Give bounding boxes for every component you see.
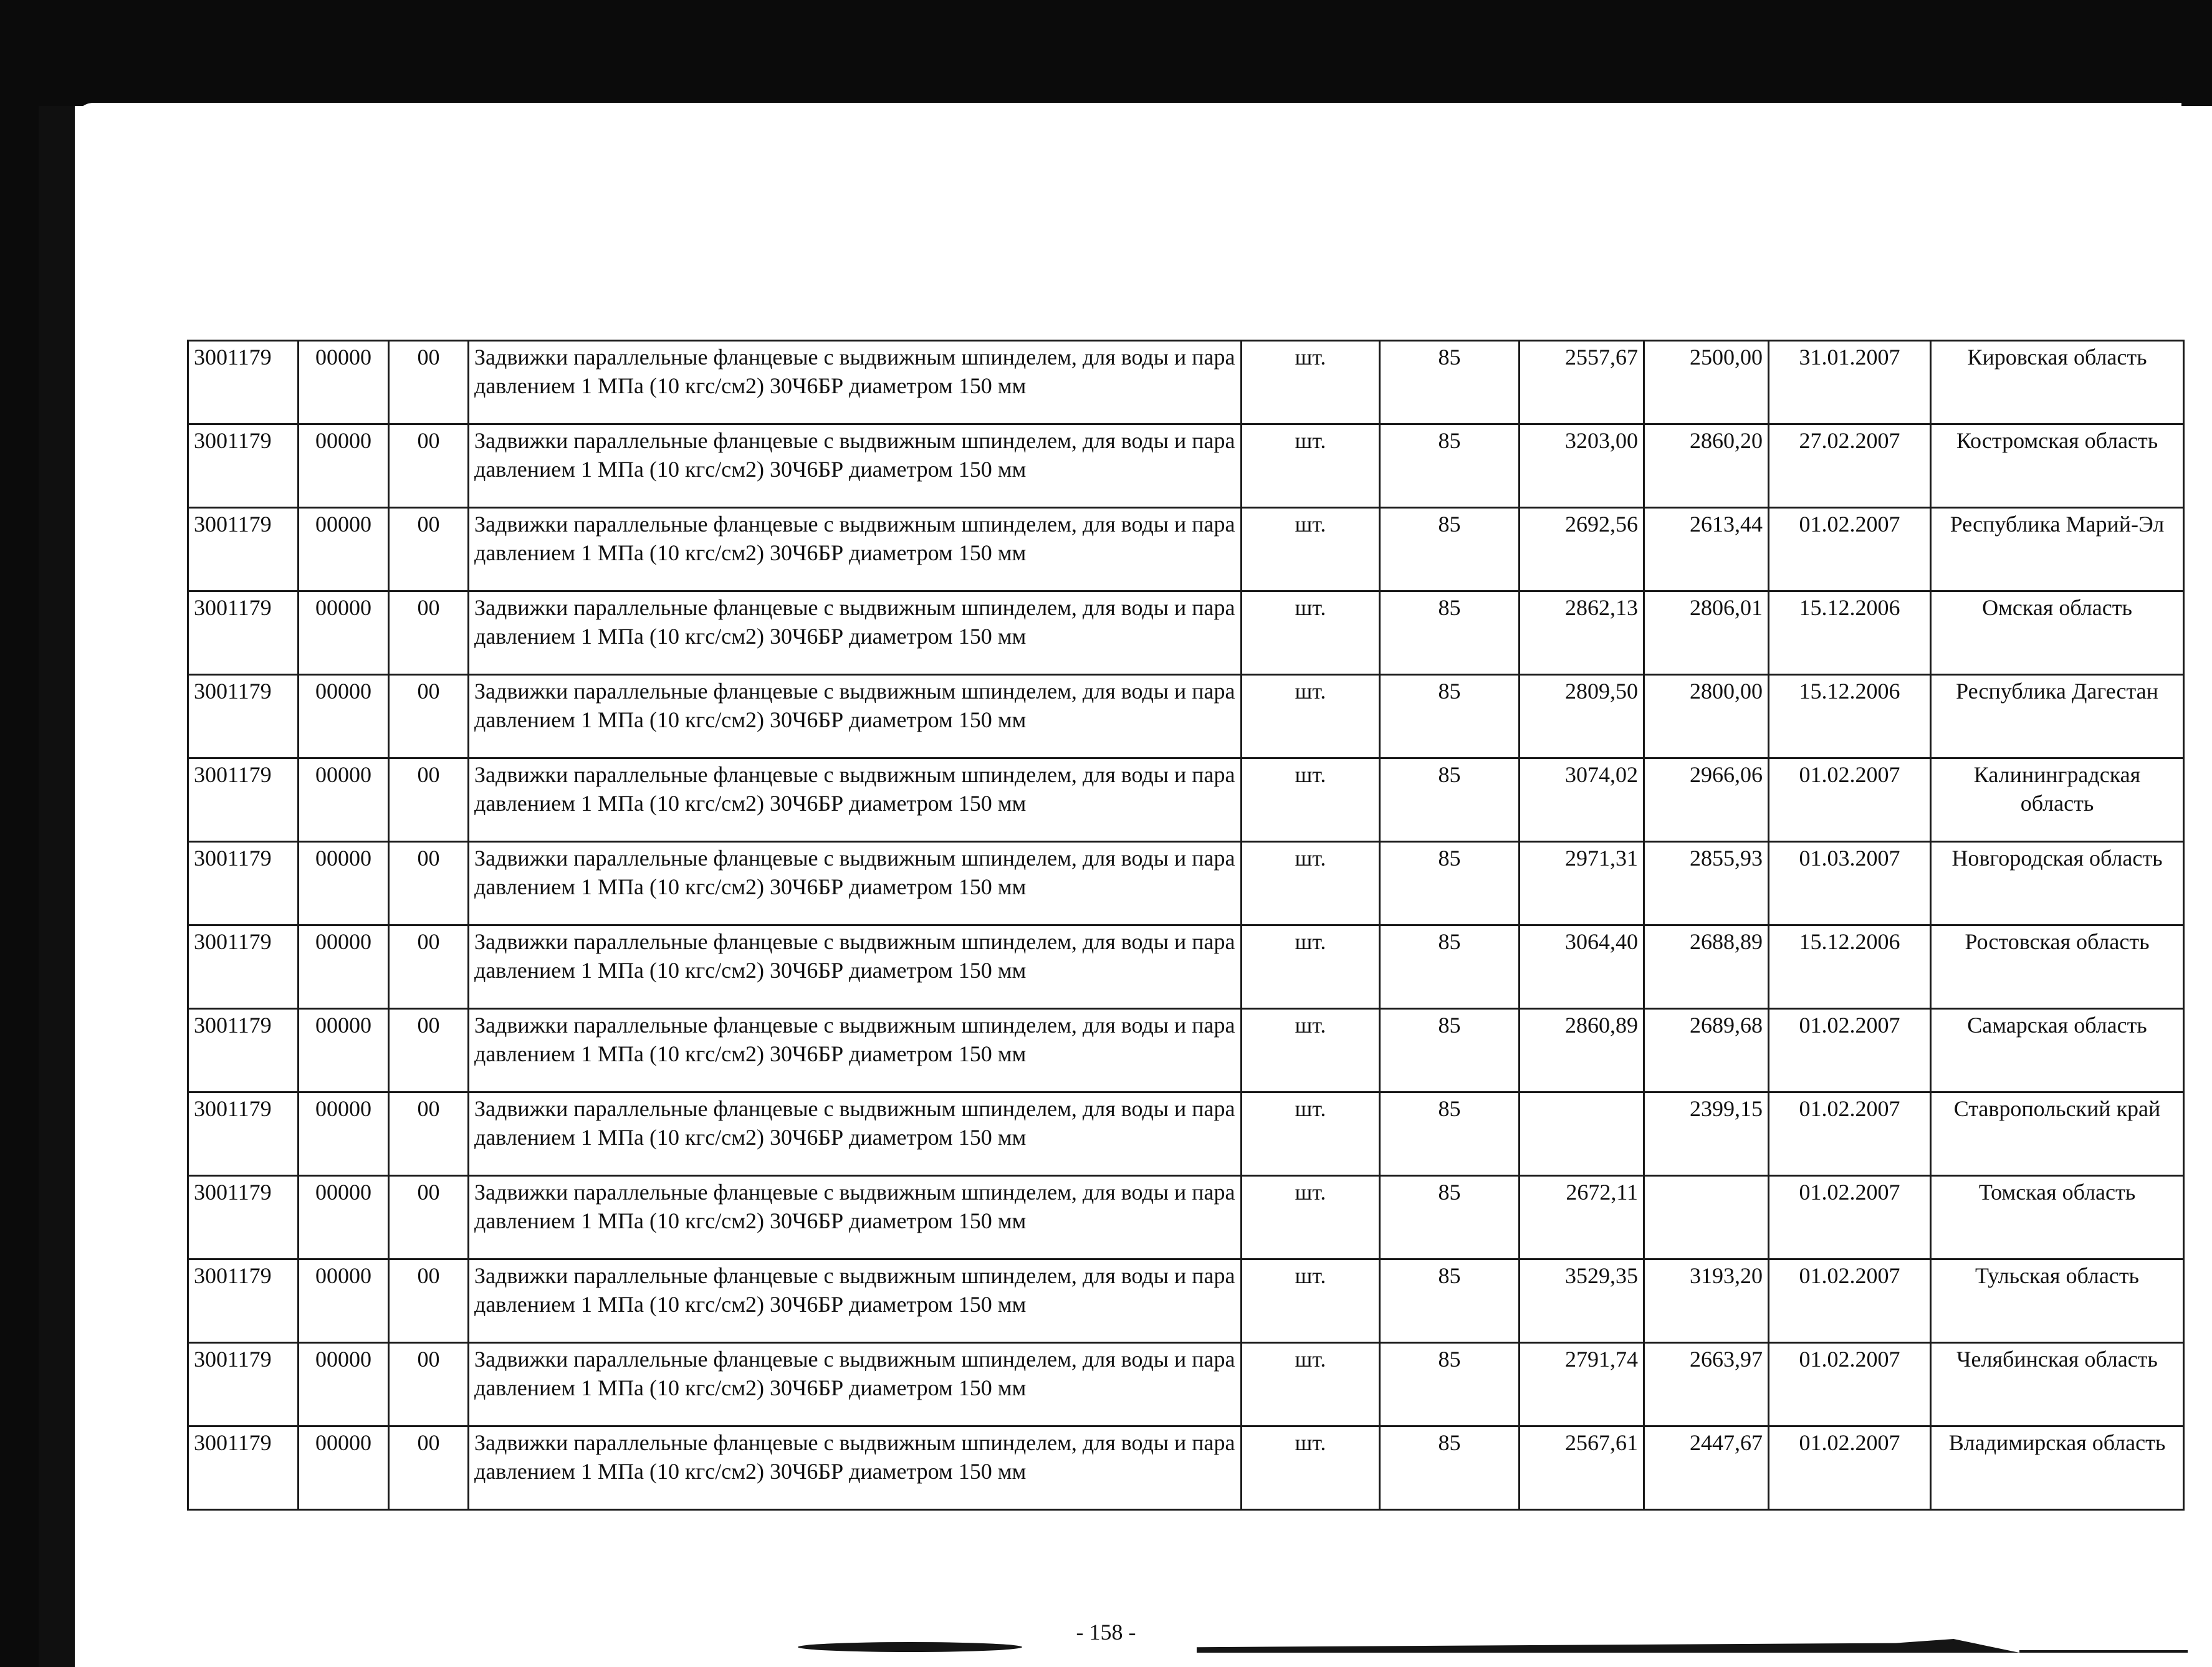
table-body	[188, 341, 2184, 1510]
table-row	[188, 591, 2184, 675]
cell-version: 00	[389, 1009, 469, 1092]
cell-quantity: 85	[1380, 424, 1520, 508]
cell-price-2	[1644, 1176, 1769, 1259]
cell-product-name: Задвижки параллельные фланцевые с выдвижным шпинделем, для воды и пара давлением 1 МПа (10 кгс/см2) 30Ч6БР диаметром 150 мм	[469, 1009, 1242, 1092]
cell-subcode: 00000	[299, 424, 389, 508]
cell-region: Челябинская область	[1931, 1343, 2184, 1426]
cell-date: 01.02.2007	[1769, 758, 1931, 842]
cell-date: 01.02.2007	[1769, 1092, 1931, 1176]
cell-version: 00	[389, 591, 469, 675]
cell-date: 31.01.2007	[1769, 341, 1931, 424]
cell-unit: шт.	[1242, 591, 1380, 675]
cell-price-1: 2860,89	[1520, 1009, 1644, 1092]
cell-quantity: 85	[1380, 591, 1520, 675]
cell-date: 01.02.2007	[1769, 1259, 1931, 1343]
cell-version: 00	[389, 1259, 469, 1343]
cell-region: Республика Марий-Эл	[1931, 508, 2184, 591]
cell-price-2: 2860,20	[1644, 424, 1769, 508]
cell-price-1: 2672,11	[1520, 1176, 1644, 1259]
cell-version: 00	[389, 675, 469, 758]
cell-unit: шт.	[1242, 1009, 1380, 1092]
cell-unit: шт.	[1242, 1092, 1380, 1176]
cell-price-1: 3074,02	[1520, 758, 1644, 842]
cell-region: Омская область	[1931, 591, 2184, 675]
scan-border-left-band	[39, 106, 75, 1667]
cell-product-code: 3001179	[188, 1426, 299, 1510]
cell-subcode: 00000	[299, 1009, 389, 1092]
cell-region: Томская область	[1931, 1176, 2184, 1259]
cell-price-2: 2663,97	[1644, 1343, 1769, 1426]
cell-unit: шт.	[1242, 675, 1380, 758]
cell-product-name: Задвижки параллельные фланцевые с выдвижным шпинделем, для воды и пара давлением 1 МПа (10 кгс/см2) 30Ч6БР диаметром 150 мм	[469, 1176, 1242, 1259]
cell-product-name: Задвижки параллельные фланцевые с выдвижным шпинделем, для воды и пара давлением 1 МПа (10 кгс/см2) 30Ч6БР диаметром 150 мм	[469, 1092, 1242, 1176]
table-row	[188, 1176, 2184, 1259]
cell-date: 15.12.2006	[1769, 675, 1931, 758]
cell-quantity: 85	[1380, 508, 1520, 591]
cell-product-name: Задвижки параллельные фланцевые с выдвижным шпинделем, для воды и пара давлением 1 МПа (10 кгс/см2) 30Ч6БР диаметром 150 мм	[469, 675, 1242, 758]
cell-product-name: Задвижки параллельные фланцевые с выдвижным шпинделем, для воды и пара давлением 1 МПа (10 кгс/см2) 30Ч6БР диаметром 150 мм	[469, 1259, 1242, 1343]
table-row	[188, 675, 2184, 758]
cell-version: 00	[389, 842, 469, 925]
cell-subcode: 00000	[299, 758, 389, 842]
cell-price-2: 2399,15	[1644, 1092, 1769, 1176]
cell-price-1: 2862,13	[1520, 591, 1644, 675]
cell-product-code: 3001179	[188, 925, 299, 1009]
scan-border-left	[0, 0, 39, 1667]
cell-version: 00	[389, 508, 469, 591]
cell-quantity: 85	[1380, 675, 1520, 758]
table-row	[188, 424, 2184, 508]
cell-product-code: 3001179	[188, 675, 299, 758]
cell-subcode: 00000	[299, 341, 389, 424]
cell-quantity: 85	[1380, 925, 1520, 1009]
cell-subcode: 00000	[299, 1176, 389, 1259]
cell-region: Кировская область	[1931, 341, 2184, 424]
cell-version: 00	[389, 1176, 469, 1259]
cell-product-code: 3001179	[188, 1092, 299, 1176]
cell-date: 01.03.2007	[1769, 842, 1931, 925]
cell-region: Республика Дагестан	[1931, 675, 2184, 758]
cell-subcode: 00000	[299, 591, 389, 675]
cell-quantity: 85	[1380, 1343, 1520, 1426]
cell-price-1: 2567,61	[1520, 1426, 1644, 1510]
table-row	[188, 925, 2184, 1009]
cell-region: Калининградская область	[1931, 758, 2184, 842]
cell-subcode: 00000	[299, 925, 389, 1009]
cell-product-code: 3001179	[188, 591, 299, 675]
cell-version: 00	[389, 424, 469, 508]
cell-quantity: 85	[1380, 758, 1520, 842]
cell-version: 00	[389, 1343, 469, 1426]
cell-price-2: 2966,06	[1644, 758, 1769, 842]
cell-product-code: 3001179	[188, 424, 299, 508]
cell-region: Ставропольский край	[1931, 1092, 2184, 1176]
cell-date: 01.02.2007	[1769, 508, 1931, 591]
cell-date: 15.12.2006	[1769, 925, 1931, 1009]
cell-unit: шт.	[1242, 424, 1380, 508]
cell-unit: шт.	[1242, 758, 1380, 842]
cell-region: Костромская область	[1931, 424, 2184, 508]
cell-unit: шт.	[1242, 1426, 1380, 1510]
table-row	[188, 1426, 2184, 1510]
cell-price-1: 2692,56	[1520, 508, 1644, 591]
table-row	[188, 1009, 2184, 1092]
price-table	[187, 340, 2185, 1511]
cell-price-2: 2806,01	[1644, 591, 1769, 675]
table-row	[188, 1343, 2184, 1426]
cell-subcode: 00000	[299, 1259, 389, 1343]
cell-product-code: 3001179	[188, 1259, 299, 1343]
cell-price-2: 2800,00	[1644, 675, 1769, 758]
cell-quantity: 85	[1380, 341, 1520, 424]
cell-product-code: 3001179	[188, 1176, 299, 1259]
cell-product-name: Задвижки параллельные фланцевые с выдвижным шпинделем, для воды и пара давлением 1 МПа (10 кгс/см2) 30Ч6БР диаметром 150 мм	[469, 1426, 1242, 1510]
cell-price-2: 2855,93	[1644, 842, 1769, 925]
scan-border-top	[0, 0, 2212, 106]
cell-price-1	[1520, 1092, 1644, 1176]
cell-subcode: 00000	[299, 1343, 389, 1426]
table-row	[188, 1259, 2184, 1343]
cell-price-1: 2971,31	[1520, 842, 1644, 925]
cell-product-code: 3001179	[188, 1009, 299, 1092]
cell-date: 01.02.2007	[1769, 1426, 1931, 1510]
cell-price-2: 2689,68	[1644, 1009, 1769, 1092]
cell-unit: шт.	[1242, 925, 1380, 1009]
table-row	[188, 508, 2184, 591]
cell-product-name: Задвижки параллельные фланцевые с выдвижным шпинделем, для воды и пара давлением 1 МПа (10 кгс/см2) 30Ч6БР диаметром 150 мм	[469, 424, 1242, 508]
cell-product-code: 3001179	[188, 508, 299, 591]
cell-price-2: 2688,89	[1644, 925, 1769, 1009]
cell-region: Владимирская область	[1931, 1426, 2184, 1510]
cell-product-name: Задвижки параллельные фланцевые с выдвижным шпинделем, для воды и пара давлением 1 МПа (10 кгс/см2) 30Ч6БР диаметром 150 мм	[469, 758, 1242, 842]
cell-quantity: 85	[1380, 1009, 1520, 1092]
table-row	[188, 842, 2184, 925]
cell-product-name: Задвижки параллельные фланцевые с выдвижным шпинделем, для воды и пара давлением 1 МПа (10 кгс/см2) 30Ч6БР диаметром 150 мм	[469, 508, 1242, 591]
cell-date: 01.02.2007	[1769, 1009, 1931, 1092]
cell-price-1: 2791,74	[1520, 1343, 1644, 1426]
cell-region: Самарская область	[1931, 1009, 2184, 1092]
cell-date: 27.02.2007	[1769, 424, 1931, 508]
cell-date: 15.12.2006	[1769, 591, 1931, 675]
cell-price-1: 3203,00	[1520, 424, 1644, 508]
scan-smudge	[2019, 1650, 2188, 1653]
cell-price-2: 2613,44	[1644, 508, 1769, 591]
cell-quantity: 85	[1380, 1176, 1520, 1259]
cell-product-name: Задвижки параллельные фланцевые с выдвижным шпинделем, для воды и пара давлением 1 МПа (10 кгс/см2) 30Ч6БР диаметром 150 мм	[469, 1343, 1242, 1426]
cell-price-1: 2557,67	[1520, 341, 1644, 424]
cell-subcode: 00000	[299, 1426, 389, 1510]
cell-date: 01.02.2007	[1769, 1176, 1931, 1259]
cell-unit: шт.	[1242, 508, 1380, 591]
cell-version: 00	[389, 925, 469, 1009]
table-row	[188, 758, 2184, 842]
cell-region: Ростовская область	[1931, 925, 2184, 1009]
cell-version: 00	[389, 341, 469, 424]
page-top-edge	[75, 103, 2181, 122]
cell-quantity: 85	[1380, 842, 1520, 925]
cell-region: Тульская область	[1931, 1259, 2184, 1343]
cell-unit: шт.	[1242, 341, 1380, 424]
cell-unit: шт.	[1242, 842, 1380, 925]
cell-subcode: 00000	[299, 1092, 389, 1176]
cell-subcode: 00000	[299, 675, 389, 758]
cell-quantity: 85	[1380, 1092, 1520, 1176]
table-row	[188, 1092, 2184, 1176]
cell-region: Новгородская область	[1931, 842, 2184, 925]
cell-product-name: Задвижки параллельные фланцевые с выдвижным шпинделем, для воды и пара давлением 1 МПа (10 кгс/см2) 30Ч6БР диаметром 150 мм	[469, 842, 1242, 925]
cell-product-code: 3001179	[188, 341, 299, 424]
cell-product-name: Задвижки параллельные фланцевые с выдвижным шпинделем, для воды и пара давлением 1 МПа (10 кгс/см2) 30Ч6БР диаметром 150 мм	[469, 341, 1242, 424]
cell-price-2: 2447,67	[1644, 1426, 1769, 1510]
cell-quantity: 85	[1380, 1426, 1520, 1510]
scan-smudge	[798, 1642, 1022, 1652]
cell-product-name: Задвижки параллельные фланцевые с выдвижным шпинделем, для воды и пара давлением 1 МПа (10 кгс/см2) 30Ч6БР диаметром 150 мм	[469, 925, 1242, 1009]
cell-price-2: 3193,20	[1644, 1259, 1769, 1343]
cell-subcode: 00000	[299, 508, 389, 591]
cell-product-name: Задвижки параллельные фланцевые с выдвижным шпинделем, для воды и пара давлением 1 МПа (10 кгс/см2) 30Ч6БР диаметром 150 мм	[469, 591, 1242, 675]
cell-product-code: 3001179	[188, 758, 299, 842]
cell-price-2: 2500,00	[1644, 341, 1769, 424]
cell-subcode: 00000	[299, 842, 389, 925]
page-number: - 158 -	[1076, 1620, 1136, 1645]
cell-unit: шт.	[1242, 1259, 1380, 1343]
cell-version: 00	[389, 758, 469, 842]
cell-date: 01.02.2007	[1769, 1343, 1931, 1426]
cell-product-code: 3001179	[188, 842, 299, 925]
cell-unit: шт.	[1242, 1343, 1380, 1426]
cell-price-1: 3529,35	[1520, 1259, 1644, 1343]
cell-product-code: 3001179	[188, 1343, 299, 1426]
table-row	[188, 341, 2184, 424]
cell-version: 00	[389, 1426, 469, 1510]
cell-price-1: 2809,50	[1520, 675, 1644, 758]
cell-unit: шт.	[1242, 1176, 1380, 1259]
cell-quantity: 85	[1380, 1259, 1520, 1343]
cell-version: 00	[389, 1092, 469, 1176]
cell-price-1: 3064,40	[1520, 925, 1644, 1009]
